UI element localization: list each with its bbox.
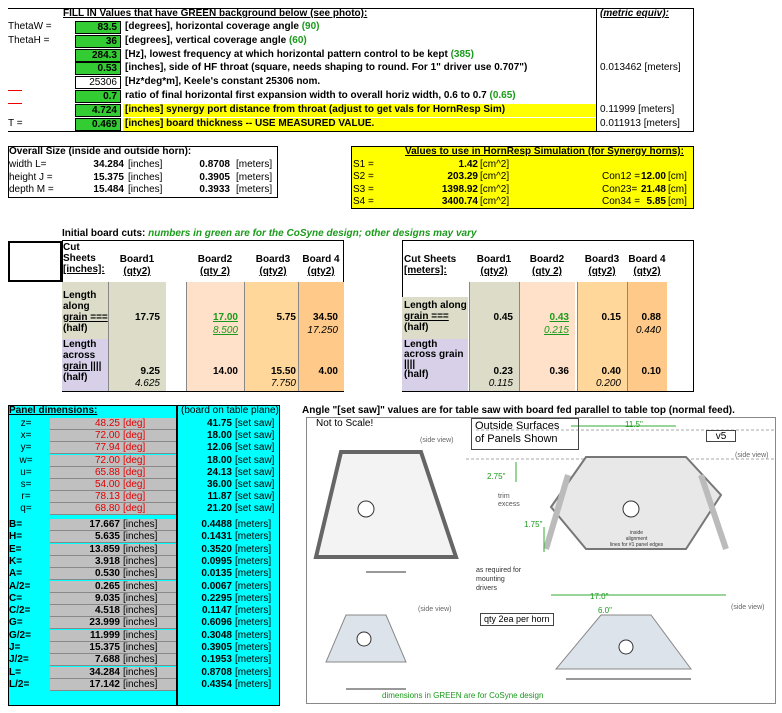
board-qty: (qty 2) (200, 266, 230, 277)
dim-1-75: 1.75" (524, 520, 543, 529)
dim-meters-unit: [meters] (235, 605, 272, 616)
top-row-desc-wrap (123, 49, 474, 62)
angle-label: y= (20, 442, 32, 453)
angle-unit: [deg] (123, 503, 146, 514)
overall-label: width L= (9, 159, 47, 170)
top-row-hint: (60) (288, 35, 307, 46)
dim-meters-unit: [meters] (235, 630, 272, 641)
overall-meters: 0.3933 (199, 184, 230, 195)
top-row-desc-wrap (123, 104, 596, 117)
dim-label: J= (9, 642, 21, 653)
dim-label: C= (9, 593, 23, 604)
dim-unit: [inches] (123, 581, 158, 592)
board-name: Board1 (476, 254, 512, 265)
cut-sheets-header: Sheets (63, 253, 96, 264)
board-name: Board2 (529, 254, 565, 265)
angle-label: r= (21, 491, 31, 502)
angle-label: q= (20, 503, 32, 514)
req-line-3: drivers (476, 585, 498, 592)
acr-meters-half: 0.115 (488, 378, 513, 389)
outside-line-1: Outside Surfaces (475, 420, 560, 432)
dim-value: 9.035 (94, 593, 120, 604)
dim-label: G/2= (9, 630, 31, 641)
board-name: Board3 (584, 254, 620, 265)
top-row-desc: [inches], side of HF throat (square, needs shaping to round. For 1" driver use 0.707") (125, 62, 528, 73)
hornresp-con-label: Con12 = (602, 171, 641, 183)
overall-title: Overall Size (inside and outside horn): (9, 146, 192, 157)
panel-4-marker (619, 640, 633, 654)
dim-meters: 0.3905 (201, 642, 232, 653)
top-row-desc: [inches] board thickness -- USE MEASURED VALUE. (125, 118, 375, 129)
dim-17-0: 17.0" (590, 592, 609, 601)
top-row-desc: ratio of final horizontal first expansion width to overall horiz width, 0.6 to 0.7 (125, 90, 487, 101)
selected-cell[interactable] (8, 241, 62, 282)
saw-unit: [set saw] (235, 479, 275, 490)
not-to-scale: Not to Scale! (316, 418, 374, 429)
red-marker (8, 90, 22, 91)
dim-label: J/2= (9, 654, 29, 665)
acr-label-r: across grain (404, 349, 464, 360)
overall-inches: 15.484 (93, 184, 124, 195)
angle-value: 77.94 (94, 442, 120, 453)
top-row-desc-wrap (123, 76, 320, 89)
angle-label: u= (20, 467, 32, 478)
board-header-r (577, 254, 627, 278)
len-meters-half: 0.215 (543, 325, 569, 336)
overall-inches-unit: [inches] (128, 184, 163, 195)
board-header (244, 254, 302, 278)
req-line-2: mounting (476, 576, 505, 583)
saw-unit: [set saw] (235, 491, 275, 502)
top-row-metric: 0.11999 [meters] (600, 104, 675, 115)
top-title: FILL IN Values that have GREEN background below (see photo): (63, 8, 368, 19)
hornresp-con-unit: [cm] (668, 183, 687, 195)
board-header (298, 254, 344, 278)
top-row-value: 83.5 (75, 21, 121, 34)
len-inches: 34.50 (312, 312, 338, 323)
dim-label: A/2= (9, 581, 31, 592)
saw-value: 18.00 (206, 430, 232, 441)
dim-value: 34.284 (89, 667, 120, 678)
saw-value: 12.06 (206, 442, 232, 453)
dim-unit: [inches] (123, 593, 158, 604)
saw-unit: [set saw] (235, 467, 275, 478)
dim-value: 15.375 (89, 642, 120, 653)
dim-meters: 0.0135 (201, 568, 232, 579)
overall-inches-unit: [inches] (128, 159, 163, 170)
acr-label: (half) (63, 372, 88, 383)
hornresp-con-value: 12.00 (640, 171, 666, 183)
dim-value: 13.859 (89, 544, 120, 555)
trim-line-2: excess (498, 501, 520, 508)
len-inches-half: 17.250 (307, 325, 338, 336)
dim-meters: 0.1431 (201, 531, 232, 542)
dim-label: B= (9, 519, 23, 530)
dim-meters-unit: [meters] (235, 593, 272, 604)
align-line-3: lines for #1 panel edges (610, 542, 664, 548)
hornresp-con-value: 21.48 (640, 183, 666, 195)
dim-label: H= (9, 531, 23, 542)
dim-meters-unit: [meters] (235, 581, 272, 592)
cuts-title: Initial board cuts: (62, 228, 146, 239)
angle-unit: [deg] (123, 467, 146, 478)
top-row-label: ThetaW = (8, 21, 52, 32)
dim-meters: 0.6096 (201, 617, 232, 628)
trim-excess (498, 493, 520, 509)
acr-inches-half: 7.750 (270, 378, 296, 389)
hornresp-con-unit: [cm] (668, 171, 687, 183)
len-inches-half: 8.500 (212, 325, 238, 336)
len-meters: 0.45 (493, 312, 513, 323)
dim-unit: [inches] (123, 642, 158, 653)
angle-unit: [deg] (123, 430, 146, 441)
angle-label: w= (19, 455, 33, 466)
top-row-hint: (0.65) (489, 90, 516, 101)
dim-meters-unit: [meters] (235, 556, 272, 567)
angle-value: 72.00 (94, 430, 120, 441)
inside-align (610, 530, 663, 548)
outside-line-2: of Panels Shown (475, 433, 558, 445)
saw-value: 21.20 (206, 503, 232, 514)
dim-meters: 0.4354 (201, 679, 232, 690)
angle-value: 78.13 (94, 491, 120, 502)
panel-3-marker (357, 632, 371, 646)
dim-value: 0.265 (94, 581, 120, 592)
len-inches: 17.00 (212, 312, 238, 323)
board-qty: (qty 2) (532, 266, 562, 277)
acr-meters-half: 0.200 (595, 378, 621, 389)
panel-1-marker (358, 501, 374, 517)
board-header-r (469, 254, 519, 278)
dim-label: C/2= (9, 605, 31, 616)
hornresp-label: S2 = (353, 171, 374, 183)
diagram-note: Angle "[set saw]" values are for table saw with board fed parallel to table top (normal feed). (302, 405, 735, 416)
hornresp-unit: [cm^2] (480, 183, 510, 195)
acr-inches: 14.00 (212, 366, 238, 377)
dim-value: 7.688 (94, 654, 120, 665)
dim-unit: [inches] (123, 679, 158, 690)
overall-label: height J = (9, 171, 53, 183)
angle-unit: [deg] (123, 479, 146, 490)
acr-label: across (63, 350, 96, 361)
top-row-desc: [Hz], lowest frequency at which horizontal pattern control to be kept (125, 49, 448, 60)
top-row-metric: 0.013462 [meters] (600, 62, 681, 73)
board-header (186, 254, 244, 278)
side-view-4: (side view) (731, 604, 765, 611)
board-header-r (627, 254, 667, 278)
acr-inches-half: 4.625 (134, 378, 160, 389)
board-header-r (519, 254, 575, 278)
saw-unit: [set saw] (235, 442, 275, 453)
acr-inches: 4.00 (318, 366, 338, 377)
dim-unit: [inches] (123, 531, 158, 542)
dim-value: 17.667 (89, 519, 120, 530)
angle-unit: [deg] (123, 442, 146, 453)
dim-2-75: 2.75" (487, 472, 506, 481)
hornresp-value: 203.29 (447, 171, 478, 183)
cut-sheets-header: Cut (63, 242, 80, 253)
as-required (476, 566, 521, 593)
qty-note: qty 2ea per horn (480, 613, 554, 626)
version-box: v5 (706, 430, 736, 442)
len-label: along (63, 301, 90, 312)
board-qty: (qty2) (123, 266, 151, 277)
dim-meters: 0.3520 (201, 544, 232, 555)
dim-meters: 0.0995 (201, 556, 232, 567)
len-label-r: (half) (404, 322, 429, 333)
len-label: grain === (63, 312, 108, 323)
cuts-title-wrap (62, 228, 477, 239)
trim-line-1: trim (498, 493, 510, 500)
top-row-value: 0.7 (75, 90, 121, 103)
board-header (108, 254, 166, 278)
red-marker (8, 103, 22, 104)
len-inches: 5.75 (276, 312, 296, 323)
top-row-desc: [Hz*deg*m], Keele's constant 25306 nom. (125, 76, 321, 87)
board-qty: (qty2) (588, 266, 616, 277)
dim-unit: [inches] (123, 667, 158, 678)
board-name: Board 4 (628, 254, 666, 265)
top-row-value: 0.53 (75, 62, 121, 75)
overall-meters: 0.8708 (199, 159, 230, 170)
angle-unit: [deg] (123, 491, 146, 502)
angle-value: 72.00 (94, 455, 120, 466)
panel-1-shape (316, 452, 456, 557)
overall-inches: 15.375 (93, 171, 124, 183)
align-line-2: alignment (625, 536, 648, 542)
dim-label: L= (9, 667, 21, 678)
dim-unit: [inches] (123, 617, 158, 628)
acr-label-r: (half) (404, 369, 429, 380)
hornresp-label: S4 = (353, 195, 374, 207)
hornresp-unit: [cm^2] (480, 159, 510, 170)
dim-meters-unit: [meters] (235, 568, 272, 579)
dim-value: 3.918 (94, 556, 120, 567)
saw-unit: [set saw] (235, 455, 275, 466)
dim-meters: 0.1147 (201, 605, 232, 616)
dim-value: 11.999 (89, 630, 120, 641)
dim-label: L/2= (9, 679, 30, 690)
top-row-desc: [inches] synergy port distance from throat (adjust to get vals for HornResp Sim) (125, 104, 506, 115)
dim-meters: 0.2295 (201, 593, 232, 604)
dim-value: 0.530 (94, 568, 120, 579)
dim-meters: 0.0067 (201, 581, 232, 592)
overall-meters-unit: [meters] (236, 184, 273, 195)
overall-meters-unit: [meters] (236, 171, 273, 183)
saw-value: 24.13 (206, 467, 232, 478)
saw-value: 36.00 (206, 479, 232, 490)
overall-meters: 0.3905 (199, 171, 230, 183)
top-row-label: T = (8, 118, 23, 129)
angle-value: 65.88 (94, 467, 120, 478)
board-qty: (qty2) (307, 266, 335, 277)
hornresp-label: S1 = (353, 159, 374, 170)
len-label: (half) (63, 323, 88, 334)
top-row-hint: (385) (450, 49, 474, 60)
hornresp-label: S3 = (353, 183, 374, 195)
outside-surfaces-box (471, 418, 579, 450)
board-name: Board2 (197, 254, 233, 265)
dim-6-0: 6.0" (598, 606, 612, 615)
angle-unit: [deg] (123, 418, 146, 429)
top-row-desc: [degrees], vertical coverage angle (125, 35, 287, 46)
angle-label: z= (20, 418, 32, 429)
top-row-label: ThetaH = (8, 35, 50, 46)
acr-meters: 0.23 (493, 366, 513, 377)
len-meters: 0.43 (549, 312, 569, 323)
dim-label: K= (9, 556, 23, 567)
len-meters: 0.15 (601, 312, 621, 323)
dim-meters: 0.3048 (201, 630, 232, 641)
acr-label-r: |||| (404, 359, 416, 370)
dim-unit: [inches] (123, 630, 158, 641)
cut-sheets-header: [inches]: (63, 264, 105, 275)
overall-inches: 34.284 (93, 159, 124, 170)
dim-meters: 0.8708 (201, 667, 232, 678)
top-row-metric: 0.011913 [meters] (600, 118, 680, 129)
saw-value: 11.87 (207, 491, 232, 502)
dim-value: 17.142 (89, 679, 120, 690)
dim-label: E= (9, 544, 22, 555)
board-name: Board3 (255, 254, 291, 265)
cut-sheets-header-r: [meters]: (404, 265, 447, 276)
top-row-value: 0.469 (75, 118, 121, 131)
dim-meters-unit: [meters] (235, 667, 272, 678)
angle-label: x= (20, 430, 32, 441)
overall-inches-unit: [inches] (128, 171, 163, 183)
hornresp-unit: [cm^2] (480, 195, 510, 207)
dim-meters-unit: [meters] (235, 654, 272, 665)
top-row-value: 36 (75, 35, 121, 48)
acr-label: grain |||| (63, 361, 102, 372)
top-row-desc-wrap (123, 118, 596, 131)
panel-2-marker (623, 501, 639, 517)
dim-meters: 0.4488 (201, 519, 232, 530)
dim-label: A= (9, 568, 23, 579)
align-line-1: inside (630, 530, 644, 536)
dim-label: G= (9, 617, 23, 628)
angle-unit: [deg] (123, 455, 146, 466)
dim-unit: [inches] (123, 654, 158, 665)
dim-meters-unit: [meters] (235, 679, 272, 690)
acr-meters: 0.36 (549, 366, 569, 377)
green-note: dimensions in GREEN are for CoSyne design (382, 691, 544, 700)
len-inches: 17.75 (134, 312, 160, 323)
saw-unit: [set saw] (235, 430, 275, 441)
dim-meters-unit: [meters] (235, 544, 272, 555)
dim-unit: [inches] (123, 556, 158, 567)
len-meters-half: 0.440 (635, 325, 661, 336)
side-view-3: (side view) (418, 606, 452, 613)
len-label: Length (63, 290, 97, 301)
dim-meters-unit: [meters] (235, 519, 272, 530)
acr-meters: 0.10 (641, 366, 661, 377)
dim-value: 4.518 (94, 605, 120, 616)
top-row-desc-wrap (123, 90, 516, 103)
hornresp-value: 1398.92 (441, 183, 478, 195)
saw-value: 41.75 (206, 418, 232, 429)
dim-meters-unit: [meters] (235, 531, 272, 542)
acr-inches: 9.25 (140, 366, 160, 377)
saw-value: 18.00 (206, 455, 232, 466)
dim-value: 23.999 (89, 617, 120, 628)
dim-value: 5.635 (94, 531, 120, 542)
board-name: Board1 (119, 254, 155, 265)
hornresp-title: Values to use in HornResp Simulation (for Synergy horns): (405, 146, 684, 157)
board-qty: (qty2) (480, 266, 508, 277)
dim-unit: [inches] (123, 544, 158, 555)
metric-header: (metric equiv): (600, 8, 669, 19)
dim-unit: [inches] (123, 568, 158, 579)
top-row-desc: [degrees], horizontal coverage angle (125, 21, 299, 32)
side-view-1: (side view) (420, 437, 454, 444)
angle-value: 68.80 (94, 503, 120, 514)
acr-meters: 0.40 (601, 366, 621, 377)
hornresp-value: 1.42 (458, 159, 478, 170)
board-qty: (qty2) (633, 266, 661, 277)
len-label-r: Length along (404, 300, 467, 311)
overall-label: depth M = (9, 184, 54, 195)
top-row-hint: (90) (301, 21, 320, 32)
dim-11-5: 11.5" (625, 420, 643, 429)
diagram-drawing (306, 417, 776, 704)
angle-value: 54.00 (94, 479, 120, 490)
side-view-2: (side view) (735, 452, 769, 459)
hornresp-value: 3400.74 (441, 195, 478, 207)
top-row-desc-wrap (123, 62, 527, 75)
cuts-subtitle: numbers in green are for the CoSyne design; other designs may vary (148, 228, 477, 239)
dim-meters-unit: [meters] (235, 642, 272, 653)
board-qty: (qty2) (259, 266, 287, 277)
top-row-value: 25306 (75, 76, 121, 89)
board-name: Board 4 (302, 254, 340, 265)
dim-unit: [inches] (123, 605, 158, 616)
len-meters: 0.88 (641, 312, 661, 323)
len-label-r: grain === (404, 311, 449, 322)
hornresp-con-value: 5.85 (646, 195, 666, 207)
saw-unit: [set saw] (235, 418, 275, 429)
angle-label: s= (20, 479, 32, 490)
top-row-desc-wrap (123, 35, 307, 48)
req-line-1: as required for (476, 567, 522, 574)
hornresp-unit: [cm^2] (480, 171, 510, 183)
top-row-desc-wrap (123, 21, 320, 34)
acr-inches: 15.50 (270, 366, 296, 377)
panel-title: Panel dimensions: (9, 405, 98, 416)
hornresp-con-label: Con23= (602, 183, 638, 195)
top-row-value: 4.724 (75, 104, 121, 117)
angle-value: 48.25 (94, 418, 120, 429)
overall-meters-unit: [meters] (236, 159, 273, 170)
saw-unit: [set saw] (235, 503, 275, 514)
hornresp-con-label: Con34 = (602, 195, 641, 207)
dim-unit: [inches] (123, 519, 158, 530)
panel-table-note: (board on table plane) (181, 405, 279, 416)
dim-meters: 0.1953 (201, 654, 232, 665)
dim-meters-unit: [meters] (235, 617, 272, 628)
cut-sheets-header-r: Cut Sheets (404, 254, 457, 265)
acr-label-r: Length (404, 339, 438, 350)
acr-label: Length (63, 339, 97, 350)
hornresp-con-unit: [cm] (668, 195, 687, 207)
top-row-value: 284.3 (75, 49, 121, 62)
